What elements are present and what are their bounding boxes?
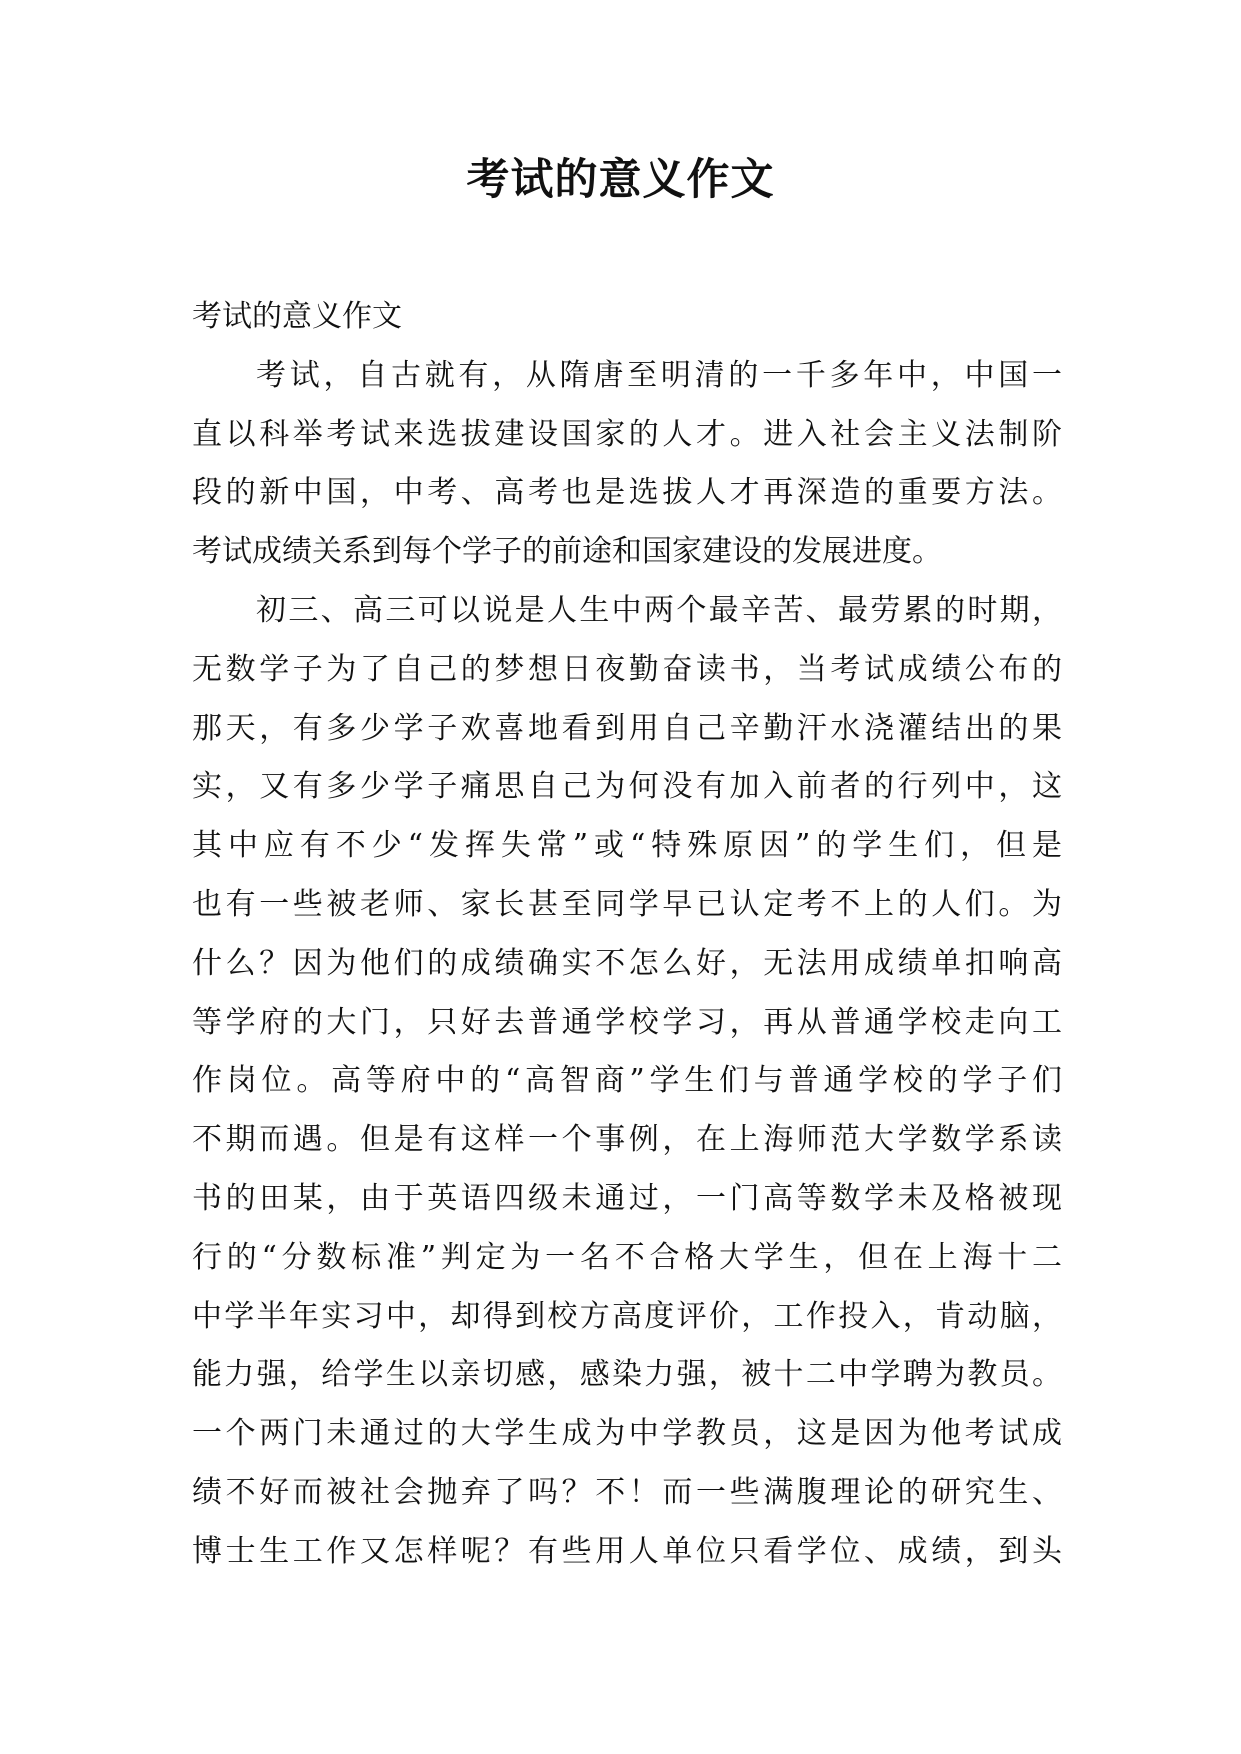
body-line: 考试成绩关系到每个学子的前途和国家建设的发展进度。 bbox=[192, 534, 942, 570]
body-line: 段的新中国，中考、高考也是选拔人才再深造的重要方法。 bbox=[192, 475, 1062, 511]
document-body bbox=[192, 288, 1062, 1582]
body-line: 等学府的大门，只好去普通学校学习，再从普通学校走向工 bbox=[192, 1004, 1062, 1040]
body-line: 博士生工作又怎样呢？有些用人单位只看学位、成绩，到头 bbox=[192, 1533, 1062, 1569]
document-title: 考试的意义作文 bbox=[466, 155, 775, 205]
body-line: 一个两门未通过的大学生成为中学教员，这是因为他考试成 bbox=[192, 1416, 1062, 1452]
body-line: 不期而遇。但是有这样一个事例，在上海师范大学数学系读 bbox=[192, 1122, 1062, 1158]
body-line: 中学半年实习中，却得到校方高度评价，工作投入，肯动脑， bbox=[192, 1298, 1062, 1334]
body-line: 能力强，给学生以亲切感，感染力强，被十二中学聘为教员。 bbox=[192, 1357, 1062, 1393]
body-line: 什么？因为他们的成绩确实不怎么好，无法用成绩单扣响高 bbox=[192, 945, 1062, 981]
body-line: 考试，自古就有，从隋唐至明清的一千多年中，中国一 bbox=[256, 357, 1062, 393]
body-line: 无数学子为了自己的梦想日夜勤奋读书，当考试成绩公布的 bbox=[192, 651, 1062, 687]
body-line: 书的田某，由于英语四级未通过，一门高等数学未及格被现 bbox=[192, 1180, 1062, 1216]
body-line: 直以科举考试来选拔建设国家的人才。进入社会主义法制阶 bbox=[192, 416, 1062, 452]
body-line: 那天，有多少学子欢喜地看到用自己辛勤汗水浇灌结出的果 bbox=[192, 710, 1062, 746]
body-line: 初三、高三可以说是人生中两个最辛苦、最劳累的时期， bbox=[256, 592, 1062, 628]
body-line: 考试的意义作文 bbox=[192, 299, 402, 334]
body-line: 作岗位。高等府中的“高智商”学生们与普通学校的学子们 bbox=[192, 1063, 1062, 1099]
body-line: 其中应有不少“发挥失常”或“特殊原因”的学生们，但是 bbox=[192, 828, 1062, 864]
body-line: 绩不好而被社会抛弃了吗？不！而一些满腹理论的研究生、 bbox=[192, 1474, 1062, 1510]
body-line: 也有一些被老师、家长甚至同学早已认定考不上的人们。为 bbox=[192, 886, 1062, 922]
body-line: 实，又有多少学子痛思自己为何没有加入前者的行列中，这 bbox=[192, 769, 1062, 805]
body-line: 行的“分数标准”判定为一名不合格大学生，但在上海十二 bbox=[192, 1239, 1062, 1275]
